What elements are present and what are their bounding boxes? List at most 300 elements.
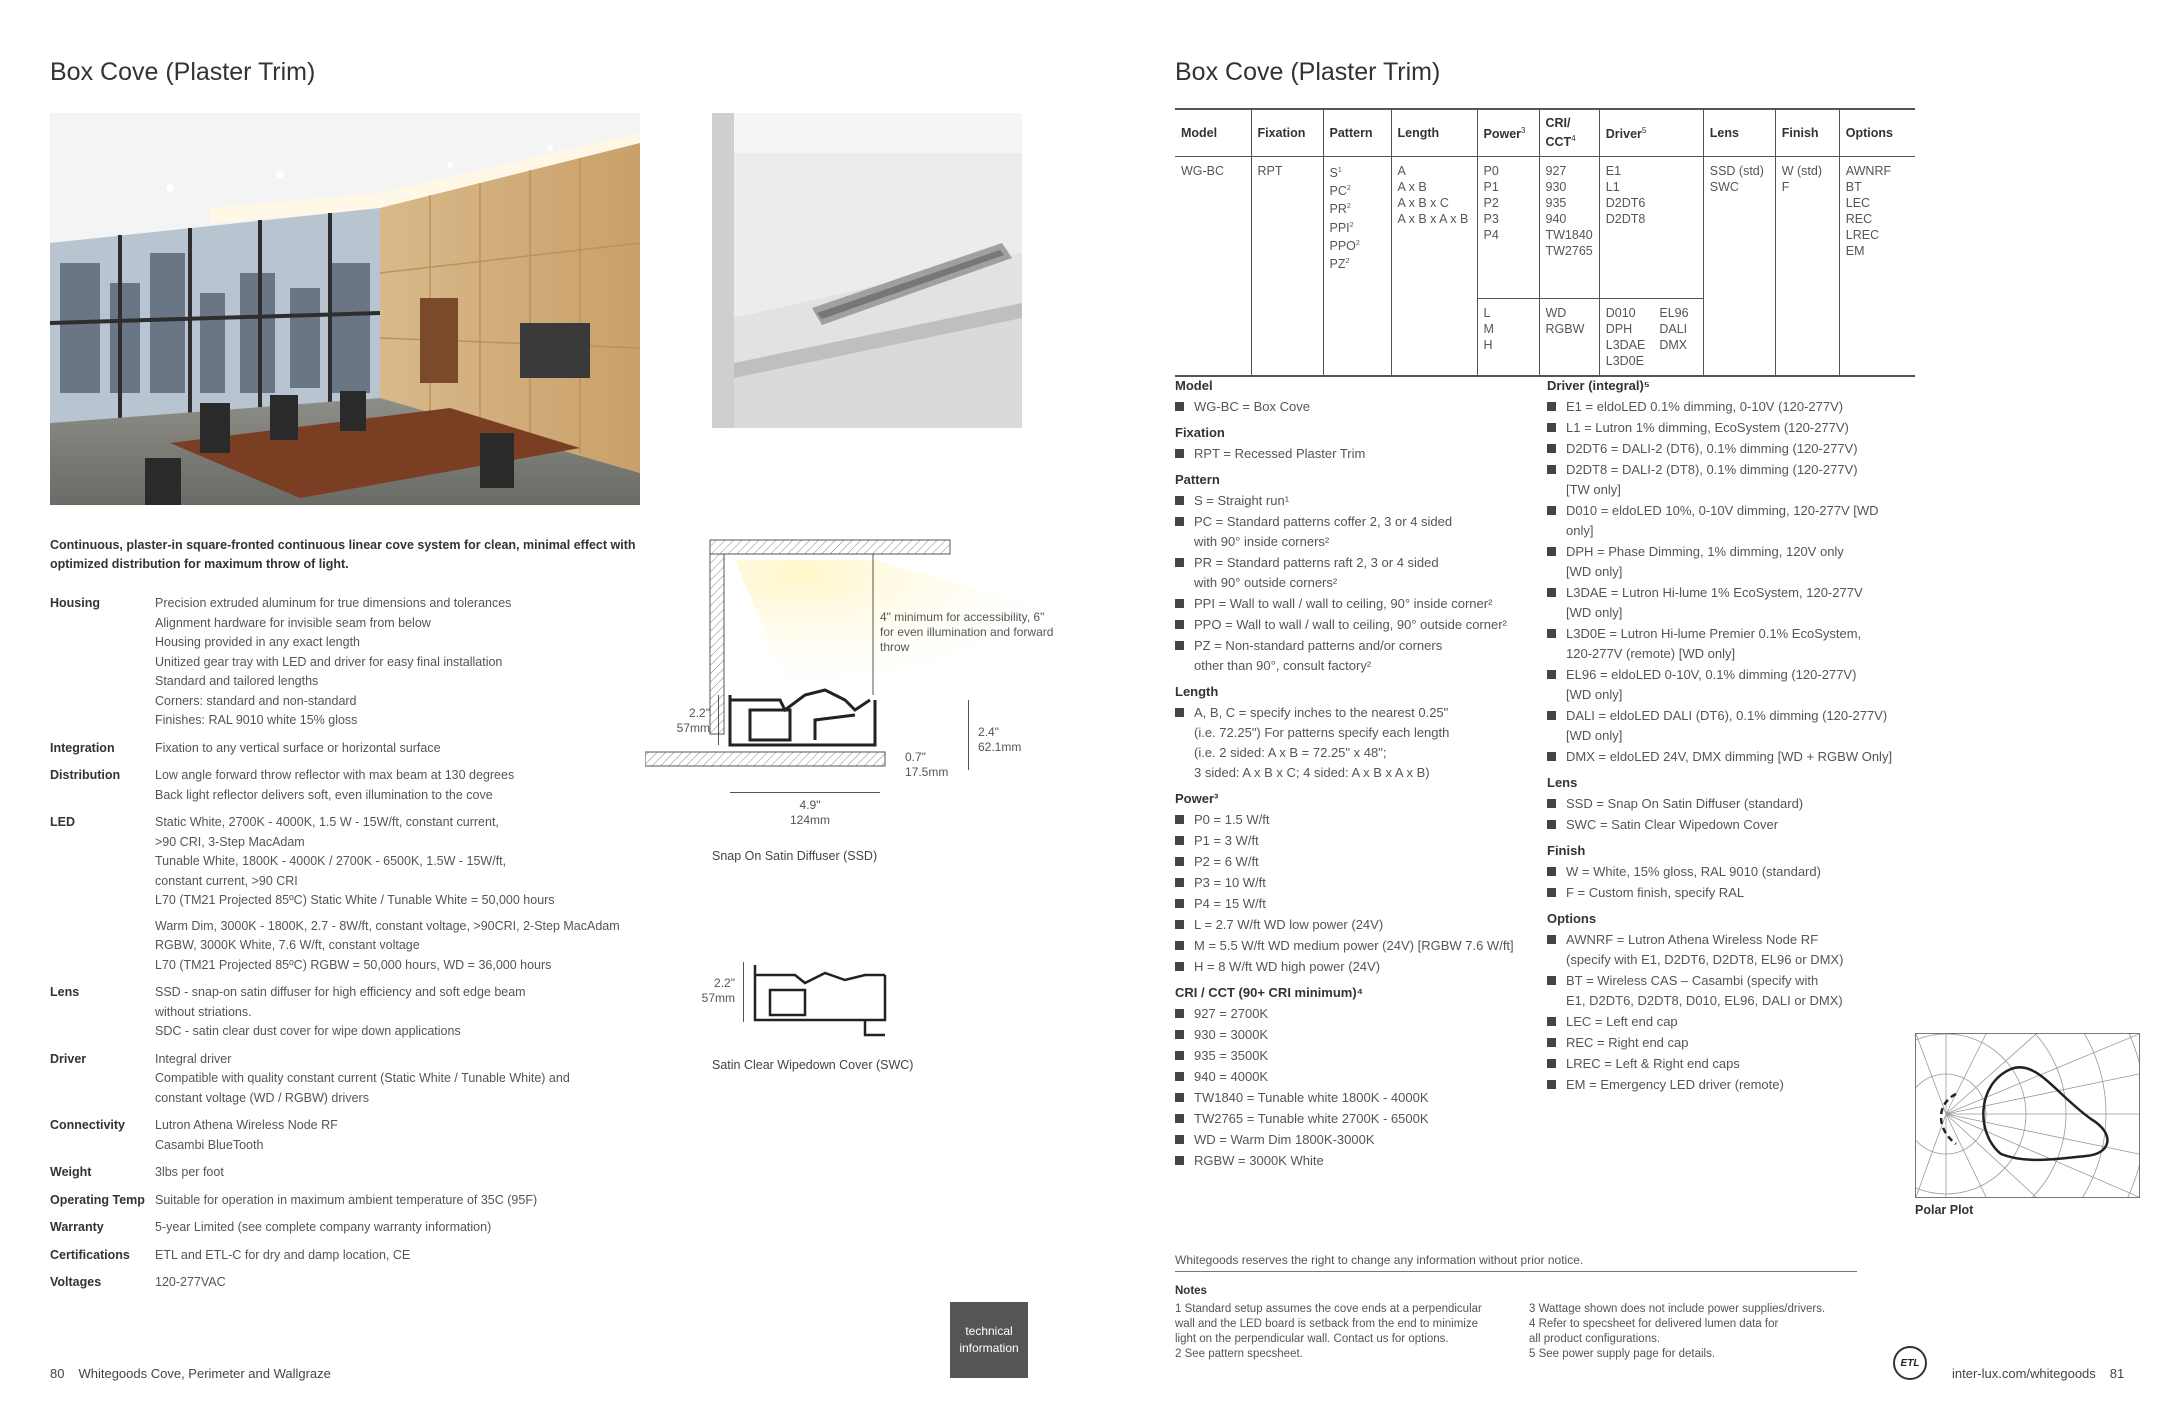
legend-item bbox=[1175, 873, 1535, 893]
legend-text: F = Custom finish, specify RAL bbox=[1566, 885, 1745, 900]
dim2-height bbox=[690, 976, 735, 1006]
bullet-square-icon bbox=[1547, 1080, 1556, 1089]
driver-code: D2DT6 bbox=[1605, 196, 1646, 211]
bullet-square-icon bbox=[1175, 708, 1184, 717]
spec-line: Low angle forward throw reflector with max beam at 130 degrees bbox=[155, 768, 515, 782]
spec-label: Warranty bbox=[50, 1220, 104, 1234]
legend-title: Model bbox=[1175, 378, 1213, 393]
legend-text: A, B, C = specify inches to the nearest 0.25" (i.e. 72.25") For patterns specify each length (i.e. 2 sided: A x B = 72.25" x 48"; 3 sided: A x B x C; 4 sided: A x B x A x B) bbox=[1194, 705, 1450, 780]
bullet-square-icon bbox=[1175, 449, 1184, 458]
legend-item bbox=[1547, 815, 1917, 835]
legend-text: D010 = eldoLED 10%, 0-10V dimming, 120-277V [WD only] bbox=[1566, 503, 1879, 538]
driver-code: DPH bbox=[1605, 322, 1633, 337]
legend-item bbox=[1547, 501, 1917, 541]
etl-logo-text: ETL bbox=[1900, 1357, 1920, 1369]
legend-title: Fixation bbox=[1175, 425, 1225, 440]
legend-column-1 bbox=[1175, 376, 1535, 1171]
pattern-code bbox=[1330, 254, 1385, 272]
legend-item bbox=[1547, 460, 1917, 500]
legend-column-2 bbox=[1547, 376, 1917, 1095]
cell-lens bbox=[1703, 157, 1775, 377]
col-header-cri bbox=[1539, 109, 1599, 157]
bullet-square-icon bbox=[1175, 620, 1184, 629]
footnote-sup: 1 bbox=[1337, 167, 1342, 175]
right-page-title: Box Cove (Plaster Trim) bbox=[1175, 58, 1441, 86]
length-code: A x B x A x B bbox=[1397, 212, 1469, 227]
dim-in: 2.2" bbox=[714, 976, 735, 990]
col-header-power bbox=[1477, 109, 1539, 157]
bullet-square-icon bbox=[1547, 888, 1556, 897]
bullet-square-icon bbox=[1547, 1017, 1556, 1026]
disclaimer-rule bbox=[1175, 1271, 1857, 1272]
cell-pattern bbox=[1323, 157, 1391, 377]
power-code: P3 bbox=[1483, 212, 1499, 227]
cell-power-bottom bbox=[1477, 299, 1539, 377]
dim-in: 0.7" bbox=[905, 750, 926, 764]
legend-text: LEC = Left end cap bbox=[1566, 1014, 1678, 1029]
driver-code: E1 bbox=[1605, 164, 1622, 179]
legend-text: REC = Right end cap bbox=[1566, 1035, 1689, 1050]
legend-item bbox=[1547, 397, 1917, 417]
dim-mm: 62.1mm bbox=[978, 740, 1022, 754]
spec-line: 120-277VAC bbox=[155, 1275, 226, 1289]
footnote-sup: 3 bbox=[1521, 125, 1526, 135]
spec-line: without striations. bbox=[155, 1004, 252, 1019]
spec-line: Fixation to any vertical surface or horizontal surface bbox=[155, 740, 441, 755]
technical-information-tab[interactable] bbox=[950, 1302, 1028, 1378]
spec-line: SSD - snap-on satin diffuser for high efficiency and soft edge beam bbox=[155, 985, 526, 999]
power-code: L bbox=[1483, 306, 1491, 321]
caption-ssd: Snap On Satin Diffuser (SSD) bbox=[712, 849, 878, 863]
dim2-line bbox=[743, 962, 744, 1022]
legend-text: LREC = Left & Right end caps bbox=[1566, 1056, 1740, 1071]
notes-left bbox=[1175, 1302, 1515, 1362]
finish-code: F bbox=[1781, 180, 1790, 195]
legend-text: TW1840 = Tunable white 1800K - 4000K bbox=[1194, 1090, 1429, 1105]
bullet-square-icon bbox=[1547, 935, 1556, 944]
legend-text: RGBW = 3000K White bbox=[1194, 1153, 1324, 1168]
code: PPO bbox=[1329, 238, 1356, 253]
header-text: Driver bbox=[1605, 126, 1642, 141]
spec-line: Integral driver bbox=[155, 1051, 232, 1066]
legend-item bbox=[1175, 1025, 1535, 1045]
note-item: 1 Standard setup assumes the cove ends at a perpendicular wall and the LED board is setback from the end to minimize light on the perpendicular wall. Contact us for options. bbox=[1175, 1303, 1482, 1345]
legend-item bbox=[1175, 703, 1535, 783]
legend-item bbox=[1547, 624, 1917, 664]
driver-code: L3D0E bbox=[1605, 354, 1644, 369]
legend-text: TW2765 = Tunable white 2700K - 6500K bbox=[1194, 1111, 1429, 1126]
legend-text: P2 = 6 W/ft bbox=[1194, 854, 1259, 869]
spec-label: Voltages bbox=[50, 1275, 102, 1289]
legend-item bbox=[1547, 883, 1917, 903]
spec-line: Static White, 2700K - 4000K, 1.5 W - 15W/ft, constant current, bbox=[155, 815, 499, 829]
bullet-square-icon bbox=[1547, 444, 1556, 453]
legend-item bbox=[1547, 583, 1917, 623]
legend-item bbox=[1175, 831, 1535, 851]
legend-text: E1 = eldoLED 0.1% dimming, 0-10V (120-277V) bbox=[1566, 399, 1844, 414]
driver-code: L3DAE bbox=[1605, 338, 1646, 353]
bullet-square-icon bbox=[1547, 402, 1556, 411]
legend-text: WG-BC = Box Cove bbox=[1194, 399, 1310, 414]
option-code: BT bbox=[1845, 180, 1862, 195]
notes-right bbox=[1529, 1302, 1869, 1362]
pattern-code bbox=[1330, 163, 1385, 181]
bullet-square-icon bbox=[1175, 1072, 1184, 1081]
footnote-sup: 2 bbox=[1346, 203, 1351, 211]
note-item: 3 Wattage shown does not include power supplies/drivers. bbox=[1529, 1303, 1826, 1315]
spec-line: Tunable White, 1800K - 4000K / 2700K - 6500K, 1.5W - 15W/ft, bbox=[155, 854, 507, 868]
bullet-square-icon bbox=[1175, 1114, 1184, 1123]
spec-row-weight bbox=[50, 1163, 670, 1183]
spec-line: Standard and tailored lengths bbox=[155, 674, 319, 688]
spec-line: Housing provided in any exact length bbox=[155, 635, 360, 649]
col-header-finish: Finish bbox=[1775, 109, 1839, 157]
spec-row-driver bbox=[50, 1050, 670, 1109]
bullet-square-icon bbox=[1547, 629, 1556, 638]
cell-driver-top bbox=[1599, 157, 1703, 299]
bullet-square-icon bbox=[1175, 899, 1184, 908]
spec-row-operating-temp bbox=[50, 1191, 670, 1211]
spec-line: Suitable for operation in maximum ambient temperature of 35C (95F) bbox=[155, 1192, 538, 1207]
cri-code: 927 bbox=[1545, 164, 1567, 179]
pattern-code bbox=[1330, 181, 1385, 199]
legend-title: Finish bbox=[1547, 843, 1586, 858]
code: PPI bbox=[1329, 220, 1350, 235]
option-code: AWNRF bbox=[1845, 164, 1892, 179]
legend-item bbox=[1175, 1109, 1535, 1129]
legend-item bbox=[1547, 971, 1917, 1011]
legend-title: Pattern bbox=[1175, 472, 1220, 487]
bullet-square-icon bbox=[1175, 1051, 1184, 1060]
footnote-sup: 4 bbox=[1571, 134, 1576, 143]
cri-code: 935 bbox=[1545, 196, 1567, 211]
spec-line: ETL and ETL-C for dry and damp location, CE bbox=[155, 1247, 411, 1262]
etl-logo-icon bbox=[1893, 1346, 1927, 1380]
legend-item bbox=[1547, 665, 1917, 705]
right-footer bbox=[1952, 1366, 2124, 1381]
legend-item bbox=[1175, 1130, 1535, 1150]
notes-block bbox=[1175, 1284, 1875, 1362]
spec-label: Driver bbox=[50, 1051, 87, 1066]
bullet-square-icon bbox=[1175, 1009, 1184, 1018]
legend-text: EL96 = eldoLED 0-10V, 0.1% dimming (120-277V) [WD only] bbox=[1566, 667, 1857, 702]
col-header-lens: Lens bbox=[1703, 109, 1775, 157]
dim-height-2 bbox=[978, 725, 1021, 755]
legend-text: 940 = 4000K bbox=[1194, 1069, 1269, 1084]
length-code: A x B bbox=[1397, 180, 1427, 195]
spec-list bbox=[50, 594, 670, 1301]
option-code: REC bbox=[1845, 212, 1873, 227]
legend-item bbox=[1547, 1033, 1917, 1053]
legend-text: PR = Standard patterns raft 2, 3 or 4 sided with 90° outside corners² bbox=[1194, 555, 1439, 590]
bullet-square-icon bbox=[1547, 752, 1556, 761]
legend-item bbox=[1175, 636, 1535, 676]
spec-line: 5-year Limited (see complete company warranty information) bbox=[155, 1220, 492, 1234]
legend-text: AWNRF = Lutron Athena Wireless Node RF (specify with E1, D2DT6, D2DT8, EL96 or DMX) bbox=[1566, 932, 1844, 967]
col-header-fixation: Fixation bbox=[1251, 109, 1323, 157]
legend-text: L = 2.7 W/ft WD low power (24V) bbox=[1194, 917, 1384, 932]
col-header-driver bbox=[1599, 109, 1703, 157]
power-code: P4 bbox=[1483, 228, 1499, 243]
footnote-sup: 2 bbox=[1345, 257, 1350, 265]
bullet-square-icon bbox=[1175, 962, 1184, 971]
legend-title: CRI / CCT (90+ CRI minimum)⁴ bbox=[1175, 985, 1364, 1000]
legend-item bbox=[1175, 1004, 1535, 1024]
dim-mm: 124mm bbox=[789, 813, 830, 827]
bullet-square-icon bbox=[1175, 496, 1184, 505]
accessibility-note: 4" minimum for accessibility, 6" for even illumination and forward throw bbox=[880, 610, 1054, 654]
bullet-square-icon bbox=[1547, 465, 1556, 474]
spec-line: Compatible with quality constant current (Static White / Tunable White) and bbox=[155, 1071, 570, 1085]
driver-code: EL96 bbox=[1659, 306, 1689, 321]
power-code: M bbox=[1483, 322, 1494, 337]
dim-height-1 bbox=[665, 706, 710, 736]
spec-row-distribution bbox=[50, 766, 670, 805]
spec-line: RGBW, 3000K White, 7.6 W/ft, constant voltage bbox=[155, 938, 420, 952]
footnote-sup: 5 bbox=[1641, 125, 1647, 135]
legend-text: WD = Warm Dim 1800K-3000K bbox=[1194, 1132, 1375, 1147]
spec-line: Back light reflector delivers soft, even illumination to the cove bbox=[155, 787, 493, 802]
spec-line: Casambi BlueTooth bbox=[155, 1137, 264, 1152]
disclaimer: Whitegoods reserves the right to change any information without prior notice. bbox=[1175, 1253, 1584, 1267]
legend-item bbox=[1547, 862, 1917, 882]
spec-line: >90 CRI, 3-Step MacAdam bbox=[155, 834, 305, 849]
cell-driver-bottom bbox=[1599, 299, 1703, 377]
spec-line: SDC - satin clear dust cover for wipe down applications bbox=[155, 1024, 461, 1038]
legend-title: Driver (integral)⁵ bbox=[1547, 378, 1650, 393]
header-text: Power bbox=[1483, 126, 1522, 141]
spec-line: constant voltage (WD / RGBW) drivers bbox=[155, 1090, 369, 1105]
legend-item bbox=[1547, 439, 1917, 459]
spec-line: Alignment hardware for invisible seam from below bbox=[155, 615, 431, 630]
legend-text: PPO = Wall to wall / wall to ceiling, 90° outside corner² bbox=[1194, 617, 1507, 632]
code: PC bbox=[1329, 184, 1347, 199]
legend-text: SSD = Snap On Satin Diffuser (standard) bbox=[1566, 796, 1804, 811]
legend-text: EM = Emergency LED driver (remote) bbox=[1566, 1077, 1784, 1092]
legend-text: PC = Standard patterns coffer 2, 3 or 4 sided with 90° inside corners² bbox=[1194, 514, 1453, 549]
legend-text: DPH = Phase Dimming, 1% dimming, 120V only [WD only] bbox=[1566, 544, 1844, 579]
cell-fixation: RPT bbox=[1251, 157, 1323, 377]
code: PR bbox=[1329, 202, 1347, 217]
legend-item bbox=[1547, 706, 1917, 746]
cell-power-top bbox=[1477, 157, 1539, 299]
bullet-square-icon bbox=[1175, 1093, 1184, 1102]
legend-item bbox=[1175, 444, 1535, 464]
intro-text: Continuous, plaster-in square-fronted continuous linear cove system for clean, minimal effect with optimized distribution for maximum throw of light. bbox=[50, 538, 636, 571]
col-header-length: Length bbox=[1391, 109, 1477, 157]
spec-label: LED bbox=[50, 815, 75, 829]
footer-text: Whitegoods Cove, Perimeter and Wallgraze bbox=[78, 1366, 331, 1381]
polar-plot-label: Polar Plot bbox=[1915, 1203, 1974, 1217]
dim-line-h2 bbox=[968, 700, 969, 770]
legend-item bbox=[1175, 553, 1535, 593]
legend-text: 935 = 3500K bbox=[1194, 1048, 1269, 1063]
bullet-square-icon bbox=[1547, 588, 1556, 597]
legend-item bbox=[1547, 418, 1917, 438]
spec-line: Unitized gear tray with LED and driver for easy final installation bbox=[155, 654, 503, 669]
legend-item bbox=[1175, 810, 1535, 830]
power-code: P0 bbox=[1483, 164, 1499, 179]
spec-row-led bbox=[50, 813, 670, 975]
bullet-square-icon bbox=[1547, 547, 1556, 556]
legend-text: RPT = Recessed Plaster Trim bbox=[1194, 446, 1366, 461]
legend-item bbox=[1175, 491, 1535, 511]
footnote-sup: 2 bbox=[1355, 239, 1360, 247]
spec-row-warranty bbox=[50, 1218, 670, 1238]
spec-line: Finishes: RAL 9010 white 15% gloss bbox=[155, 713, 358, 727]
spec-label: Operating Temp bbox=[50, 1192, 145, 1207]
legend-text: PZ = Non-standard patterns and/or corners other than 90°, consult factory² bbox=[1194, 638, 1443, 673]
section-diagram-ssd bbox=[645, 535, 1085, 825]
legend-text: SWC = Satin Clear Wipedown Cover bbox=[1566, 817, 1779, 832]
legend-title: Power³ bbox=[1175, 791, 1219, 806]
bullet-square-icon bbox=[1175, 1135, 1184, 1144]
polar-plot bbox=[1915, 1033, 2140, 1198]
spec-row-voltages bbox=[50, 1273, 670, 1293]
bullet-square-icon bbox=[1175, 517, 1184, 526]
legend-text: L1 = Lutron 1% dimming, EcoSystem (120-277V) bbox=[1566, 420, 1849, 435]
left-footer bbox=[50, 1366, 331, 1381]
page-number: 80 bbox=[50, 1366, 65, 1381]
code: PZ bbox=[1329, 257, 1346, 272]
dim-mm: 17.5mm bbox=[905, 765, 949, 779]
dim-in: 2.2" bbox=[689, 706, 710, 720]
spec-label: Housing bbox=[50, 596, 100, 610]
legend-title: Length bbox=[1175, 684, 1219, 699]
legend-text: 927 = 2700K bbox=[1194, 1006, 1269, 1021]
legend-item bbox=[1175, 915, 1535, 935]
driver-col-b bbox=[1659, 305, 1688, 369]
driver-code: DALI bbox=[1659, 322, 1688, 337]
header-text: CRI/ CCT bbox=[1545, 116, 1572, 150]
legend-text: D2DT6 = DALI-2 (DT6), 0.1% dimming (120-277V) bbox=[1566, 441, 1858, 456]
bullet-square-icon bbox=[1547, 506, 1556, 515]
legend-item bbox=[1175, 1151, 1535, 1171]
legend-text: DALI = eldoLED DALI (DT6), 0.1% dimming (120-277V) [WD only] bbox=[1566, 708, 1888, 743]
cri-code: 940 bbox=[1545, 212, 1567, 227]
legend-item bbox=[1547, 1054, 1917, 1074]
dim-in: 4.9" bbox=[799, 798, 821, 812]
length-code: A x B x C bbox=[1397, 196, 1449, 211]
bullet-square-icon bbox=[1547, 711, 1556, 720]
finish-code: W (std) bbox=[1781, 164, 1823, 179]
driver-code: D2DT8 bbox=[1605, 212, 1646, 227]
driver-col-a bbox=[1606, 305, 1646, 369]
legend-item bbox=[1547, 1075, 1917, 1095]
bullet-square-icon bbox=[1175, 558, 1184, 567]
bullet-square-icon bbox=[1175, 836, 1184, 845]
footer-url[interactable]: inter-lux.com/whitegoods bbox=[1952, 1366, 2096, 1381]
lens-code: SWC bbox=[1709, 180, 1739, 195]
option-code: LEC bbox=[1845, 196, 1871, 211]
section-diagram-swc bbox=[745, 955, 895, 1045]
col-header-model: Model bbox=[1175, 109, 1251, 157]
ordering-table bbox=[1175, 108, 1915, 377]
spec-line: Precision extruded aluminum for true dimensions and tolerances bbox=[155, 596, 512, 610]
spec-line: constant current, >90 CRI bbox=[155, 873, 298, 888]
legend-text: P0 = 1.5 W/ft bbox=[1194, 812, 1270, 827]
cove-render bbox=[712, 113, 1022, 428]
legend-text: H = 8 W/ft WD high power (24V) bbox=[1194, 959, 1381, 974]
driver-code: DMX bbox=[1659, 338, 1688, 353]
cri-code: WD bbox=[1545, 306, 1567, 321]
page-number: 81 bbox=[2109, 1366, 2125, 1381]
left-page-title: Box Cove (Plaster Trim) bbox=[50, 58, 316, 86]
cell-cri-bottom bbox=[1539, 299, 1599, 377]
code: S bbox=[1329, 166, 1338, 181]
bullet-square-icon bbox=[1547, 799, 1556, 808]
option-code: EM bbox=[1845, 244, 1865, 259]
cell-options bbox=[1839, 157, 1915, 377]
spec-line: L70 (TM21 Projected 85ºC) RGBW = 50,000 hours, WD = 36,000 hours bbox=[155, 957, 552, 972]
legend-text: PPI = Wall to wall / wall to ceiling, 90° inside corner² bbox=[1194, 596, 1493, 611]
legend-text: P1 = 3 W/ft bbox=[1194, 833, 1259, 848]
spec-label: Connectivity bbox=[50, 1118, 126, 1132]
spec-line: Corners: standard and non-standard bbox=[155, 693, 357, 708]
legend-item bbox=[1175, 957, 1535, 977]
spec-row-housing bbox=[50, 594, 670, 731]
spec-label: Weight bbox=[50, 1165, 92, 1179]
bullet-square-icon bbox=[1547, 670, 1556, 679]
col-header-options: Options bbox=[1839, 109, 1915, 157]
spec-row-lens bbox=[50, 983, 670, 1042]
dim-mm: 57mm bbox=[701, 991, 735, 1005]
bullet-square-icon bbox=[1175, 1156, 1184, 1165]
bullet-square-icon bbox=[1175, 641, 1184, 650]
power-code: P1 bbox=[1483, 180, 1499, 195]
footnote-sup: 2 bbox=[1349, 221, 1354, 229]
bullet-square-icon bbox=[1175, 599, 1184, 608]
dim-line-width bbox=[730, 792, 880, 793]
legend-text: W = White, 15% gloss, RAL 9010 (standard) bbox=[1566, 864, 1821, 879]
cell-model: WG-BC bbox=[1175, 157, 1251, 377]
legend-text: D2DT8 = DALI-2 (DT8), 0.1% dimming (120-277V) [TW only] bbox=[1566, 462, 1858, 497]
bullet-square-icon bbox=[1175, 878, 1184, 887]
legend-item bbox=[1175, 397, 1535, 417]
legend-text: P4 = 15 W/ft bbox=[1194, 896, 1266, 911]
driver-code: L1 bbox=[1605, 180, 1620, 195]
legend-item bbox=[1547, 930, 1917, 970]
legend-item bbox=[1175, 894, 1535, 914]
cri-code: TW1840 bbox=[1545, 228, 1593, 243]
legend-item bbox=[1175, 1088, 1535, 1108]
cri-code: 930 bbox=[1545, 180, 1567, 195]
cell-length bbox=[1391, 157, 1477, 377]
option-code: LREC bbox=[1845, 228, 1880, 243]
bullet-square-icon bbox=[1547, 1038, 1556, 1047]
caption-swc: Satin Clear Wipedown Cover (SWC) bbox=[712, 1058, 914, 1072]
cell-cri-top bbox=[1539, 157, 1599, 299]
note-item: 4 Refer to specsheet for delivered lumen data for all product configurations. bbox=[1529, 1318, 1779, 1345]
legend-text: BT = Wireless CAS – Casambi (specify with E1, D2DT6, D2DT8, D010, EL96, DALI or DMX) bbox=[1566, 973, 1843, 1008]
spec-label: Integration bbox=[50, 740, 115, 755]
cri-code: TW2765 bbox=[1545, 244, 1593, 259]
spec-line: Warm Dim, 3000K - 1800K, 2.7 - 8W/ft, constant voltage, >90CRI, 2-Step MacAdam bbox=[155, 918, 620, 933]
spec-line: L70 (TM21 Projected 85ºC) Static White / Tunable White = 50,000 hours bbox=[155, 893, 555, 907]
legend-item bbox=[1175, 852, 1535, 872]
legend-item bbox=[1547, 1012, 1917, 1032]
bullet-square-icon bbox=[1175, 920, 1184, 929]
legend-text: 930 = 3000K bbox=[1194, 1027, 1269, 1042]
legend-item bbox=[1175, 594, 1535, 614]
spec-row-connectivity bbox=[50, 1116, 670, 1155]
legend-text: M = 5.5 W/ft WD medium power (24V) [RGBW 7.6 W/ft] bbox=[1194, 938, 1514, 953]
dim-width bbox=[770, 798, 850, 828]
bullet-square-icon bbox=[1175, 815, 1184, 824]
legend-item bbox=[1175, 1067, 1535, 1087]
pattern-code bbox=[1330, 199, 1385, 217]
legend-title: Options bbox=[1547, 911, 1597, 926]
